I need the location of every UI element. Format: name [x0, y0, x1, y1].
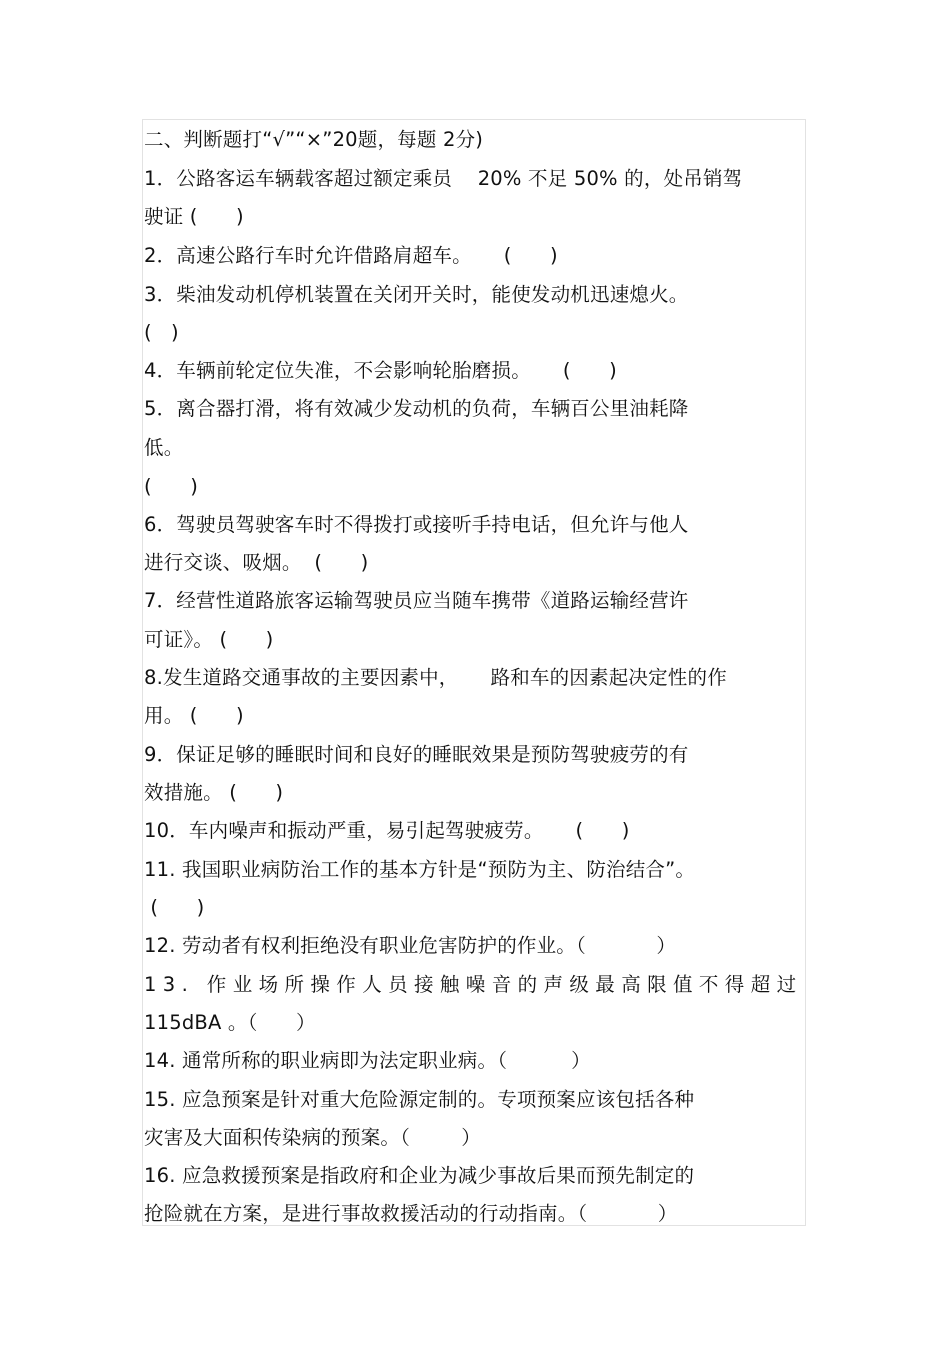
question-10-line-1: 10．车内噪声和振动严重，易引起驾驶疲劳。 ( ) — [144, 819, 630, 842]
question-16-line-1: 16. 应急救援预案是指政府和企业为减少事故后果而预先制定的 — [144, 1164, 695, 1187]
question-11-line-1: 11. 我国职业病防治工作的基本方针是“预防为主、防治结合”。 — [144, 858, 696, 881]
question-9-line-2: 效措施。 ( ) — [144, 781, 284, 804]
question-6-line-2: 进行交谈、吸烟。 ( ) — [144, 551, 369, 574]
question-12-line-1: 12. 劳动者有权利拒绝没有职业危害防护的作业。（ ） — [144, 934, 677, 957]
question-4-line-1: 4．车辆前轮定位失准，不会影响轮胎磨损。 ( ) — [144, 359, 617, 382]
question-5-line-2: 低。 — [144, 436, 184, 459]
question-7-line-1: 7．经营性道路旅客运输驾驶员应当随车携带《道路运输经营许 — [144, 589, 689, 612]
question-5-line-1: 5．离合器打滑，将有效减少发动机的负荷，车辆百公里油耗降 — [144, 397, 689, 420]
question-8-line-2: 用。 ( ) — [144, 704, 244, 727]
question-15-line-2: 灾害及大面积传染病的预案。（ ） — [144, 1126, 481, 1149]
question-3-line-2: ( ) — [144, 321, 179, 344]
section-title: 二、判断题打“√”“×”20题，每题 2分) — [144, 128, 484, 151]
question-7-line-2: 可证》。 ( ) — [144, 628, 274, 651]
question-2-line-1: 2．高速公路行车时允许借路肩超车。 ( ) — [144, 244, 558, 267]
question-5-line-3: ( ) — [144, 475, 199, 498]
question-11-line-2: ( ) — [144, 896, 205, 919]
question-6-line-1: 6．驾驶员驾驶客车时不得拨打或接听手持电话，但允许与他人 — [144, 513, 689, 536]
question-13-line-2: 115dBA 。（ ） — [144, 1011, 316, 1034]
question-13-line-1: 13. 作业场所操作人员接触噪音的声级最高限值不得超过 — [144, 973, 803, 996]
question-15-line-1: 15. 应急预案是针对重大危险源定制的。专项预案应该包括各种 — [144, 1088, 695, 1111]
question-16-line-2: 抢险就在方案，是进行事故救援活动的行动指南。（ ） — [144, 1202, 678, 1225]
question-8-line-1: 8.发生道路交通事故的主要因素中， 路和车的因素起决定性的作 — [144, 666, 727, 689]
question-1-line-1: 1．公路客运车辆载客超过额定乘员 20% 不足 50% 的，处吊销驾 — [144, 167, 743, 190]
question-9-line-1: 9．保证足够的睡眠时间和良好的睡眠效果是预防驾驶疲劳的有 — [144, 743, 689, 766]
question-3-line-1: 3．柴油发动机停机装置在关闭开关时，能使发动机迅速熄火。 — [144, 283, 689, 306]
question-14-line-1: 14. 通常所称的职业病即为法定职业病。（ ） — [144, 1049, 591, 1072]
question-1-line-2: 驶证 ( ) — [144, 205, 244, 228]
